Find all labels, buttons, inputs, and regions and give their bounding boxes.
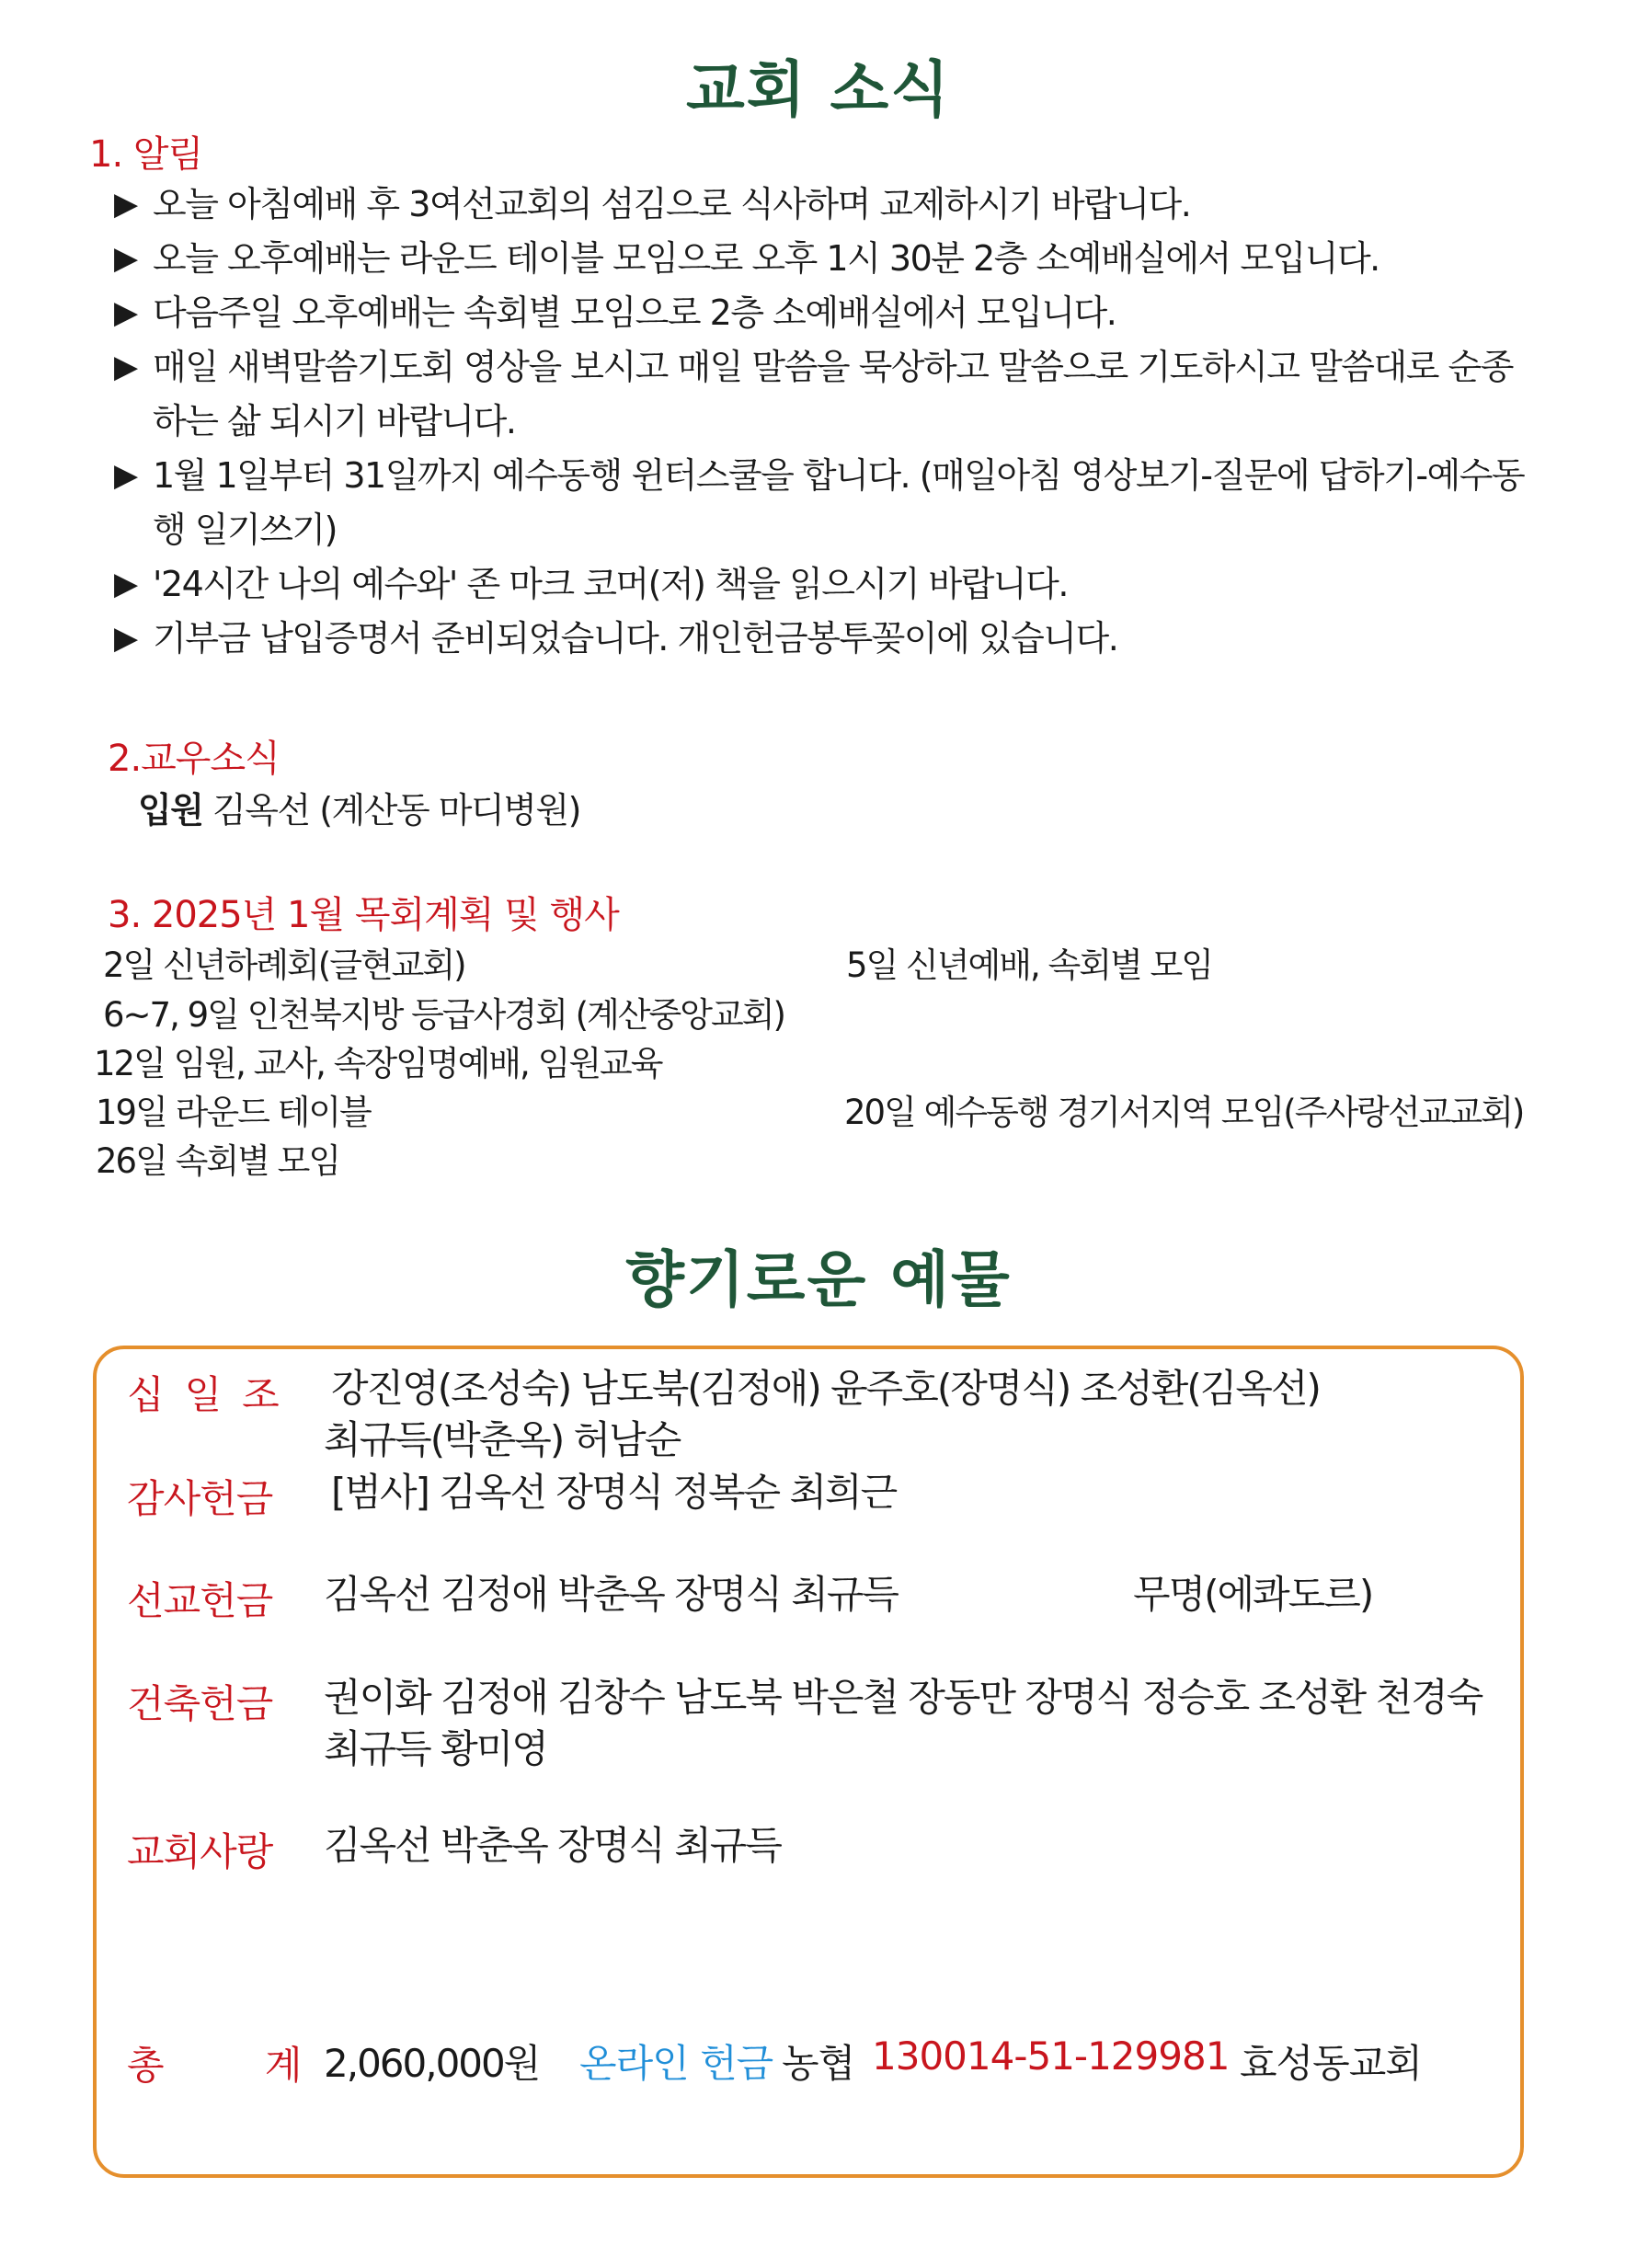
building-offering-line1: 권이화 김정애 김창수 남도북 박은철 장동만 장명식 정승호 조성환 천경숙 bbox=[324, 1675, 1482, 1720]
mission-offering-extra: 무명(에콰도르) bbox=[1133, 1572, 1373, 1617]
admission-text: 김옥선 (계산동 마디병원) bbox=[212, 790, 580, 830]
schedule-item: 20일 예수동행 경기서지역 모임(주사랑선교교회) bbox=[844, 1093, 1524, 1132]
hospital-admission bbox=[138, 782, 580, 832]
triangle-bullet-icon: ▶ bbox=[114, 457, 137, 494]
notice-item: ▶ 다음주일 오후예배는 속회별 모임으로 2층 소예배실에서 모입니다. bbox=[114, 286, 1530, 340]
thanks-offering-names: [범사] 김옥선 장명식 정복순 최희근 bbox=[331, 1470, 897, 1515]
section-heading-member-news: 2.교우소식 bbox=[108, 738, 280, 780]
notice-item: ▶ 매일 새벽말씀기도회 영상을 보시고 매일 말씀을 묵상하고 말씀으로 기도하시고 말씀대로 순종하는 삶 되시기 바랍니다. bbox=[114, 340, 1530, 449]
account-holder: 효성동교회 bbox=[1240, 2041, 1422, 2086]
schedule-item: 12일 임원, 교사, 속장임명예배, 임원교육 bbox=[94, 1044, 662, 1083]
triangle-bullet-icon: ▶ bbox=[114, 240, 137, 277]
bank-name: 농협 bbox=[782, 2041, 855, 2086]
notice-list bbox=[114, 178, 1530, 666]
page-title-church-news: 교회 소식 bbox=[685, 54, 951, 125]
triangle-bullet-icon: ▶ bbox=[114, 349, 137, 385]
section-heading-notices: 1. 알림 bbox=[89, 133, 203, 176]
total-amount: 2,060,000원 bbox=[324, 2041, 540, 2086]
admission-label: 입원 bbox=[138, 790, 203, 830]
triangle-bullet-icon: ▶ bbox=[114, 620, 137, 657]
triangle-bullet-icon: ▶ bbox=[114, 186, 137, 223]
tithe-names-line2: 최규득(박춘옥) 허남순 bbox=[324, 1417, 681, 1462]
account-number: 130014-51-129981 bbox=[872, 2033, 1230, 2079]
online-offering-label: 온라인 헌금 bbox=[579, 2041, 773, 2086]
notice-item: ▶ 오늘 오후예배는 라운드 테이블 모임으로 오후 1시 30분 2층 소예배실에서 모입니다. bbox=[114, 232, 1530, 286]
offering-title: 향기로운 예물 bbox=[625, 1244, 1012, 1315]
tithe-label: 십일조 bbox=[127, 1372, 300, 1417]
section-heading-schedule: 3. 2025년 1월 목회계획 및 행사 bbox=[108, 894, 619, 936]
triangle-bullet-icon: ▶ bbox=[114, 294, 137, 331]
church-love-names: 김옥선 박춘옥 장명식 최규득 bbox=[324, 1823, 781, 1868]
schedule-item: 6~7, 9일 인천북지방 등급사경회 (계산중앙교회) bbox=[103, 995, 784, 1035]
schedule-item: 19일 라운드 테이블 bbox=[96, 1093, 371, 1132]
schedule-item: 5일 신년예배, 속회별 모임 bbox=[846, 945, 1213, 985]
building-offering-label: 건축헌금 bbox=[127, 1681, 273, 1726]
schedule-item: 2일 신년하례회(글현교회) bbox=[103, 945, 465, 985]
notice-item: ▶ 기부금 납입증명서 준비되었습니다. 개인헌금봉투꽂이에 있습니다. bbox=[114, 612, 1530, 666]
church-love-label: 교회사랑 bbox=[127, 1829, 273, 1874]
schedule-item: 26일 속회별 모임 bbox=[96, 1141, 340, 1181]
building-offering-line2: 최규득 황미영 bbox=[324, 1726, 547, 1771]
triangle-bullet-icon: ▶ bbox=[114, 566, 137, 602]
total-label: 총 계 bbox=[127, 2043, 347, 2088]
notice-item: ▶ '24시간 나의 예수와' 존 마크 코머(저) 책을 읽으시기 바랍니다. bbox=[114, 557, 1530, 612]
mission-offering-label: 선교헌금 bbox=[127, 1578, 273, 1623]
thanks-offering-label: 감사헌금 bbox=[127, 1476, 273, 1521]
notice-item: ▶ 1월 1일부터 31일까지 예수동행 윈터스쿨을 합니다. (매일아침 영상보기-질문에 답하기-예수동행 일기쓰기) bbox=[114, 449, 1530, 557]
mission-offering-names: 김옥선 김정애 박춘옥 장명식 최규득 bbox=[324, 1572, 898, 1617]
tithe-names-line1: 강진영(조성숙) 남도북(김정애) 윤주호(장명식) 조성환(김옥선) bbox=[331, 1366, 1320, 1411]
notice-item: ▶ 오늘 아침예배 후 3여선교회의 섬김으로 식사하며 교제하시기 바랍니다. bbox=[114, 178, 1530, 232]
